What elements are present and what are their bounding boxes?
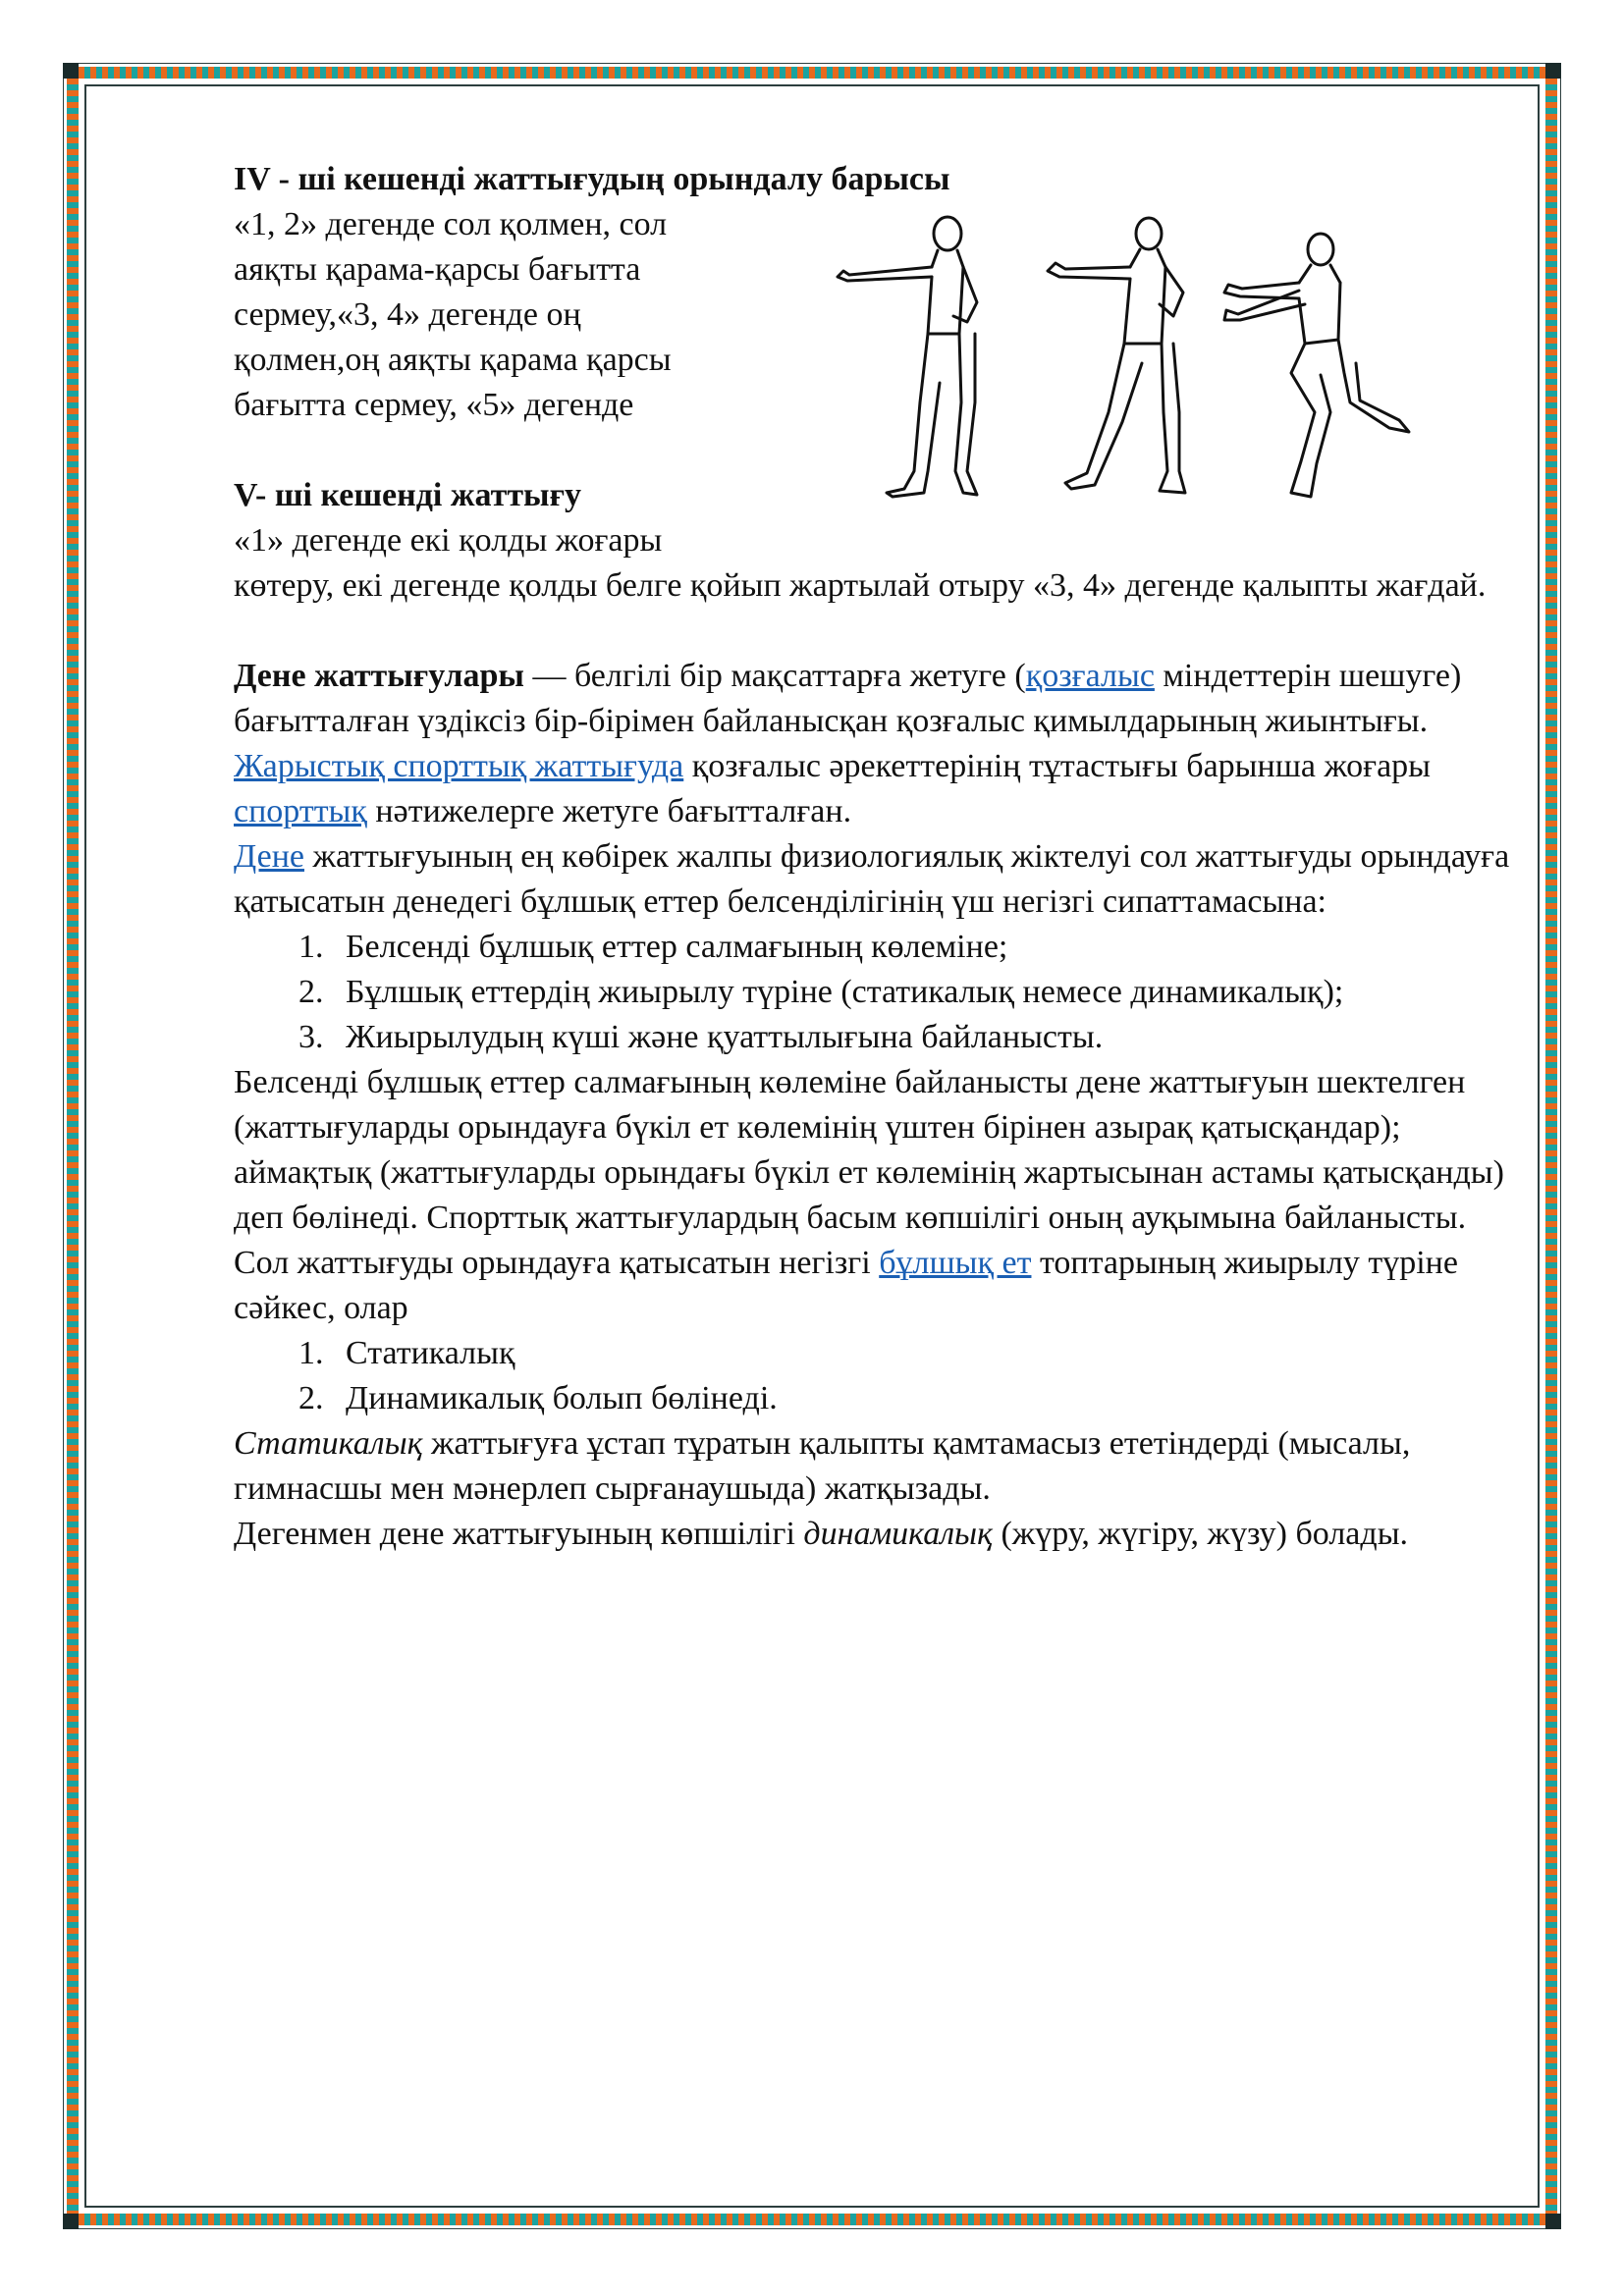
classification-list bbox=[234, 925, 1510, 1060]
definition-paragraph bbox=[234, 654, 1510, 834]
section4-heading: IV - ші кешенді жаттығудың орындалу барысы bbox=[234, 161, 950, 197]
border-corner bbox=[63, 63, 79, 79]
volume-text: топтарының жиырылу түріне сәйкес, олар bbox=[234, 1245, 1458, 1326]
list-item: 2. Бұлшық еттердің жиырылу түріне (статикалық немесе динамикалық); bbox=[332, 970, 1510, 1015]
border-bottom bbox=[79, 2214, 1545, 2225]
section4-line: сермеу,«3, 4» дегенде оң bbox=[234, 296, 581, 333]
contraction-list bbox=[234, 1331, 1510, 1421]
document-body bbox=[234, 157, 1510, 1557]
border-right bbox=[1545, 79, 1557, 2214]
static-text: жаттығуға ұстап тұратын қалыпты қамтамасыз ететіндерді (мысалы, гимнасшы мен мәнерлеп сырғанаушыда) жатқызады. bbox=[234, 1425, 1411, 1507]
static-term: Статикалық bbox=[234, 1425, 423, 1462]
link-zharystyq-sport[interactable]: Жарыстық спорттық жаттығуда bbox=[234, 748, 684, 784]
list-item: 2. Динамикалық болып бөлінеді. bbox=[332, 1376, 1510, 1421]
definition-text: қозғалыс әрекеттерінің тұтастығы барынша жоғары bbox=[683, 748, 1431, 784]
classification-paragraph bbox=[234, 834, 1510, 925]
volume-text: Белсенді бұлшық еттер салмағының көлеміне байланысты дене жаттығуын шектелген (жаттығуларды орындауға бүкіл ет көлемінің үштен бірінен азырақ қатысқандар); аймақтық (жаттығуларды орындағы бүкіл ет көлемінің жартысынан астамы қатысқанды) деп бөлінеді. Спорттық жаттығулардың басым көпшілігі оның ауқымына байланысты. Сол жаттығуды орындауға қатысатын негізгі bbox=[234, 1064, 1504, 1281]
list-item: 1. Белсенді бұлшық еттер салмағының көлеміне; bbox=[332, 925, 1510, 970]
section5-heading: V- ші кешенді жаттығу bbox=[234, 477, 582, 513]
dynamic-paragraph bbox=[234, 1512, 1510, 1557]
section4-line: «1, 2» дегенде сол қолмен, сол bbox=[234, 206, 668, 242]
static-paragraph bbox=[234, 1421, 1510, 1512]
volume-paragraph bbox=[234, 1060, 1510, 1331]
border-corner bbox=[63, 2214, 79, 2229]
border-corner bbox=[1545, 63, 1561, 79]
definition-text: — белгілі бір мақсаттарға жетуге ( bbox=[523, 658, 1026, 694]
section4-line: бағытта сермеу, «5» дегенде bbox=[234, 387, 634, 423]
border-left bbox=[67, 79, 79, 2214]
section4-line: қолмен,оң аяқты қарама қарсы bbox=[234, 342, 672, 378]
definition-text: нәтижелерге жетуге бағытталған. bbox=[366, 793, 852, 829]
link-bulshyq-et[interactable]: бұлшық ет bbox=[879, 1245, 1032, 1281]
link-qozgalys[interactable]: қозғалыс bbox=[1025, 658, 1155, 694]
definition-term: Дене жаттығулары bbox=[234, 658, 524, 694]
border-corner bbox=[1545, 2214, 1561, 2229]
link-sporttyq[interactable]: спорттық bbox=[234, 793, 367, 829]
dynamic-text: Дегенмен дене жаттығуының көпшілігі bbox=[234, 1516, 804, 1552]
border-top bbox=[79, 67, 1545, 79]
list-item: 1. Статикалық bbox=[332, 1331, 1510, 1376]
list-item: 3. Жиырылудың күші және қуаттылығына байланысты. bbox=[332, 1015, 1510, 1060]
section4-text bbox=[234, 202, 764, 428]
link-dene[interactable]: Дене bbox=[234, 838, 304, 875]
classification-text: жаттығуының ең көбірек жалпы физиологиялық жіктелуі сол жаттығуды орындауға қатысатын денедегі бұлшық еттер белсенділігінің үш негізгі сипаттамасына: bbox=[234, 838, 1510, 920]
section5-line1: «1» дегенде екі қолды жоғары bbox=[234, 522, 663, 559]
dynamic-term: динамикалық bbox=[803, 1516, 993, 1552]
section4-line: аяқты қарама-қарсы бағытта bbox=[234, 251, 641, 288]
section5-rest: көтеру, екі дегенде қолды белге қойып жартылай отыру «3, 4» дегенде қалыпты жағдай. bbox=[234, 567, 1487, 604]
definition-text: міндеттерін шешуге) бағытталған үздіксіз бір-бірімен байланысқан қозғалыс қимылдарының жиынтығы. bbox=[234, 658, 1462, 739]
dynamic-text: (жүру, жүгіру, жүзу) болады. bbox=[992, 1516, 1409, 1552]
